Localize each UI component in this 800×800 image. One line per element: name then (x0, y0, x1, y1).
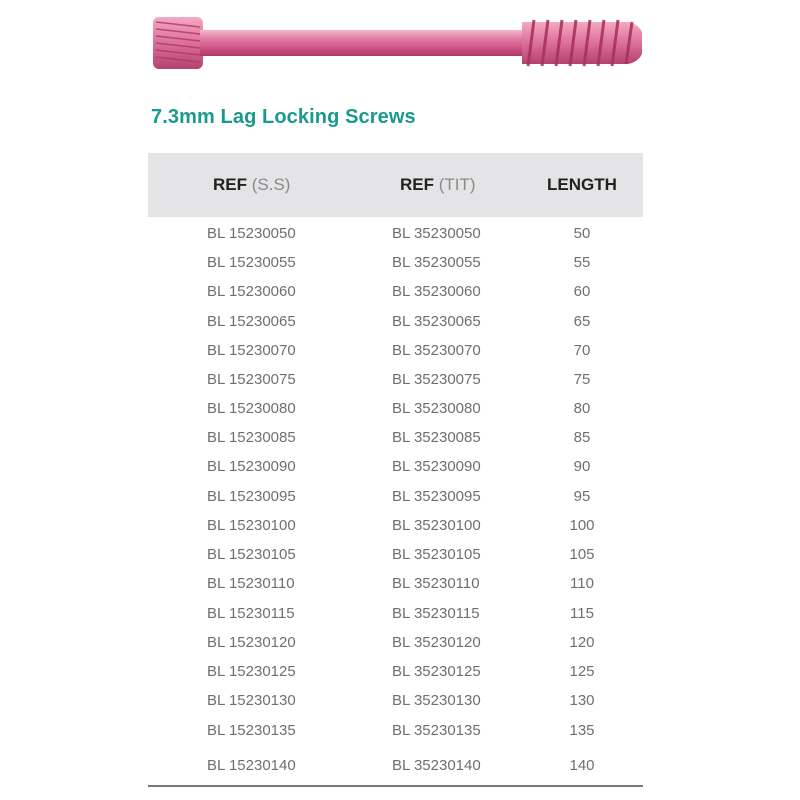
lag-screw-icon (150, 8, 650, 78)
ref-tit-cell: BL 35230070 (392, 342, 481, 359)
ref-tit-cell: BL 35230115 (392, 605, 480, 622)
length-cell: 115 (570, 605, 594, 622)
table-row (148, 342, 643, 362)
ref-tit-cell: BL 35230080 (392, 400, 481, 417)
table-row (148, 546, 643, 566)
header-length: LENGTH (547, 175, 617, 194)
ref-ss-cell: BL 15230070 (207, 342, 296, 359)
table-row (148, 400, 643, 420)
header-ref-ss: REF (S.S) (213, 175, 291, 194)
table-row (148, 429, 643, 449)
table-row (148, 605, 643, 625)
ref-tit-cell: BL 35230120 (392, 634, 481, 651)
ref-tit-cell: BL 35230090 (392, 458, 481, 475)
ref-ss-cell: BL 15230050 (207, 225, 296, 242)
ref-ss-cell: BL 15230120 (207, 634, 296, 651)
length-cell: 70 (573, 342, 591, 359)
ref-tit-cell: BL 35230100 (392, 517, 481, 534)
ref-tit-cell: BL 35230065 (392, 313, 481, 330)
length-cell: 75 (573, 371, 591, 388)
length-cell: 95 (573, 488, 591, 505)
length-cell: 140 (569, 757, 595, 774)
ref-ss-cell: BL 15230055 (207, 254, 296, 271)
length-cell: 55 (573, 254, 591, 271)
ref-tit-cell: BL 35230135 (392, 722, 481, 739)
table-row (148, 722, 643, 742)
length-cell: 125 (569, 663, 595, 680)
table-header (148, 153, 643, 217)
ref-tit-cell: BL 35230140 (392, 757, 481, 774)
ref-ss-cell: BL 15230085 (207, 429, 296, 446)
table-row (148, 254, 643, 274)
table-bottom-rule (148, 785, 643, 787)
ref-ss-cell: BL 15230075 (207, 371, 296, 388)
table-row (148, 663, 643, 683)
table-row (148, 313, 643, 333)
ref-tit-cell: BL 35230110 (392, 575, 480, 592)
length-cell: 135 (569, 722, 595, 739)
ref-ss-cell: BL 15230125 (207, 663, 296, 680)
table-row (148, 517, 643, 537)
table-row (148, 575, 643, 595)
length-cell: 65 (573, 313, 591, 330)
ref-ss-cell: BL 15230135 (207, 722, 296, 739)
length-cell: 60 (573, 283, 591, 300)
ref-ss-cell: BL 15230080 (207, 400, 296, 417)
table-row (148, 757, 643, 777)
ref-tit-cell: BL 35230075 (392, 371, 481, 388)
table-row (148, 371, 643, 391)
section-title: 7.3mm Lag Locking Screws (151, 106, 416, 128)
length-cell: 50 (573, 225, 591, 242)
table-row (148, 488, 643, 508)
ref-ss-cell: BL 15230100 (207, 517, 296, 534)
length-cell: 80 (573, 400, 591, 417)
ref-ss-cell: BL 15230095 (207, 488, 296, 505)
ref-ss-cell: BL 15230090 (207, 458, 296, 475)
length-cell: 85 (573, 429, 591, 446)
ref-tit-cell: BL 35230095 (392, 488, 481, 505)
ref-ss-cell: BL 15230115 (207, 605, 295, 622)
length-cell: 120 (569, 634, 595, 651)
table-row (148, 458, 643, 478)
header-ref-tit: REF (TIT) (400, 175, 476, 194)
length-cell: 90 (573, 458, 591, 475)
table-row (148, 225, 643, 245)
ref-tit-cell: BL 35230050 (392, 225, 481, 242)
ref-ss-cell: BL 15230060 (207, 283, 296, 300)
ref-ss-cell: BL 15230065 (207, 313, 296, 330)
length-cell: 105 (569, 546, 595, 563)
ref-tit-cell: BL 35230085 (392, 429, 481, 446)
ref-tit-cell: BL 35230055 (392, 254, 481, 271)
screw-table (148, 153, 643, 774)
ref-ss-cell: BL 15230130 (207, 692, 296, 709)
ref-ss-cell: BL 15230105 (207, 546, 296, 563)
ref-tit-cell: BL 35230130 (392, 692, 481, 709)
table-row (148, 283, 643, 303)
ref-tit-cell: BL 35230105 (392, 546, 481, 563)
ref-ss-cell: BL 15230140 (207, 757, 296, 774)
ref-tit-cell: BL 35230125 (392, 663, 481, 680)
table-row (148, 634, 643, 654)
ref-tit-cell: BL 35230060 (392, 283, 481, 300)
table-row (148, 692, 643, 712)
length-cell: 110 (570, 575, 594, 592)
length-cell: 100 (569, 517, 595, 534)
ref-ss-cell: BL 15230110 (207, 575, 295, 592)
length-cell: 130 (569, 692, 595, 709)
